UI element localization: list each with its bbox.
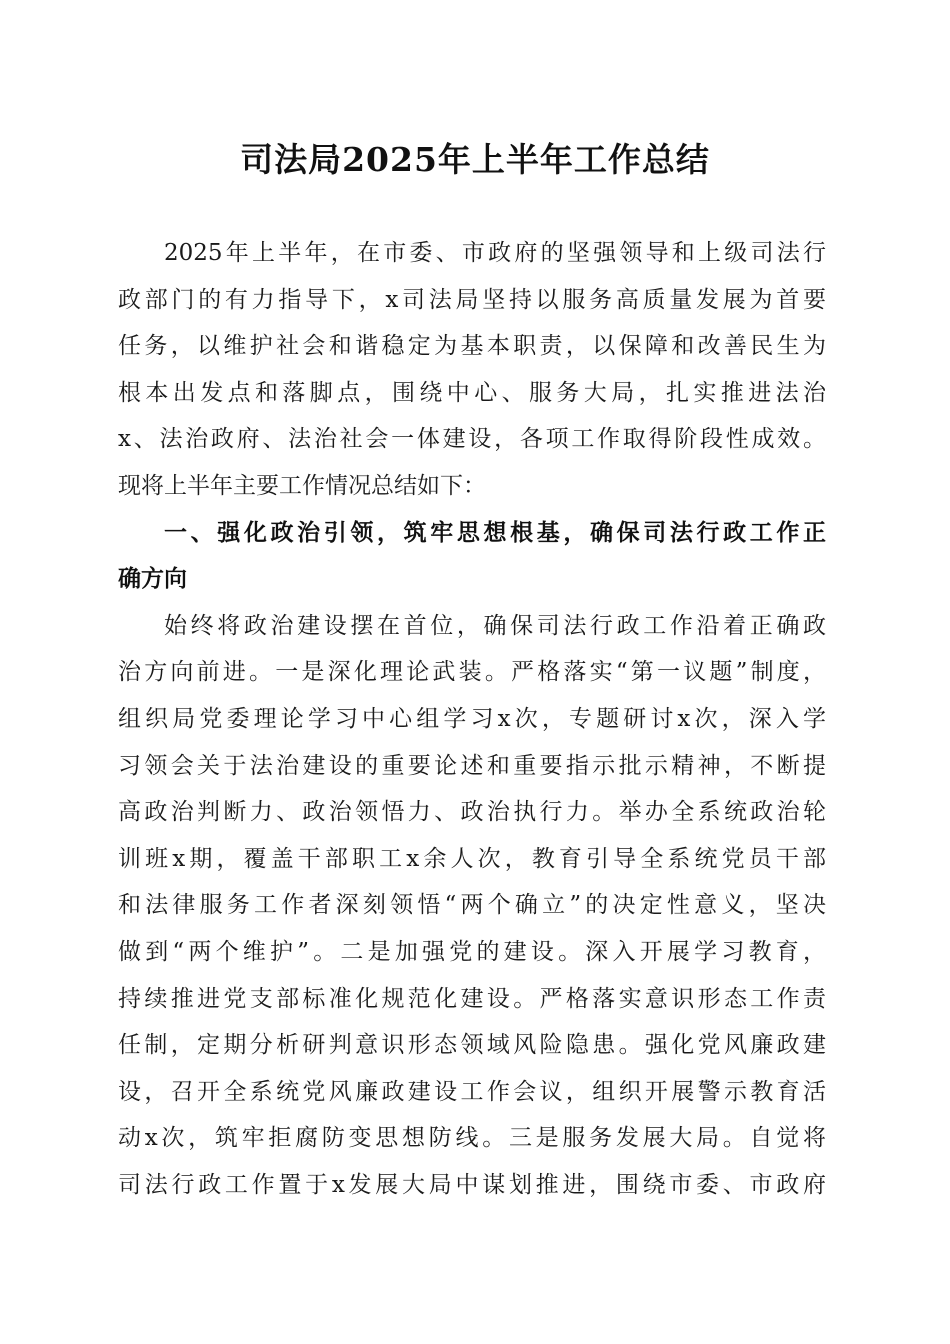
- paragraph-line: 政部门的有力指导下，x司法局坚持以服务高质量发展为首要: [118, 286, 826, 313]
- paragraph-line: 2025年上半年，在市委、市政府的坚强领导和上级司法行: [164, 240, 826, 266]
- paragraph-line: 训班x期，覆盖干部职工x余人次，教育引导全系统党员干部: [118, 845, 826, 872]
- paragraph-line: 任制，定期分析研判意识形态领域风险隐患。强化党风廉政建: [118, 1032, 826, 1059]
- document-title: 司法局2025年上半年工作总结: [240, 140, 710, 179]
- paragraph-line: 现将上半年主要工作情况总结如下：: [118, 472, 486, 499]
- paragraph-line: 治方向前进。一是深化理论武装。严格落实“第一议题”制度，: [118, 659, 826, 686]
- paragraph-line: 组织局党委理论学习中心组学习x次，专题研讨x次，深入学: [118, 705, 826, 732]
- document-body: [118, 230, 826, 1208]
- paragraph-line: 任务，以维护社会和谐稳定为基本职责，以保障和改善民生为: [118, 333, 826, 360]
- section-heading-line: 确方向: [118, 566, 187, 593]
- paragraph-line: 设，召开全系统党风廉政建设工作会议，组织开展警示教育活: [118, 1078, 826, 1105]
- paragraph-line: 始终将政治建设摆在首位，确保司法行政工作沿着正确政: [164, 612, 826, 639]
- paragraph-line: 习领会关于法治建设的重要论述和重要指示批示精神，不断提: [118, 752, 826, 779]
- paragraph-line: x、法治政府、法治社会一体建设，各项工作取得阶段性成效。: [118, 426, 826, 453]
- paragraph-line: 司法行政工作置于x发展大局中谋划推进，围绕市委、市政府: [118, 1171, 826, 1198]
- paragraph-line: 动x次，筑牢拒腐防变思想防线。三是服务发展大局。自觉将: [118, 1125, 826, 1152]
- paragraph-line: 持续推进党支部标准化规范化建设。严格落实意识形态工作责: [118, 985, 826, 1012]
- paragraph-line: 根本出发点和落脚点，围绕中心、服务大局，扎实推进法治: [118, 379, 826, 406]
- paragraph-line: 和法律服务工作者深刻领悟“两个确立”的决定性意义，坚决: [118, 892, 826, 919]
- section-heading-line: 一、强化政治引领，筑牢思想根基，确保司法行政工作正: [164, 519, 826, 546]
- paragraph-line: 做到“两个维护”。二是加强党的建设。深入开展学习教育，: [118, 938, 826, 965]
- paragraph-line: 高政治判断力、政治领悟力、政治执行力。举办全系统政治轮: [118, 799, 826, 826]
